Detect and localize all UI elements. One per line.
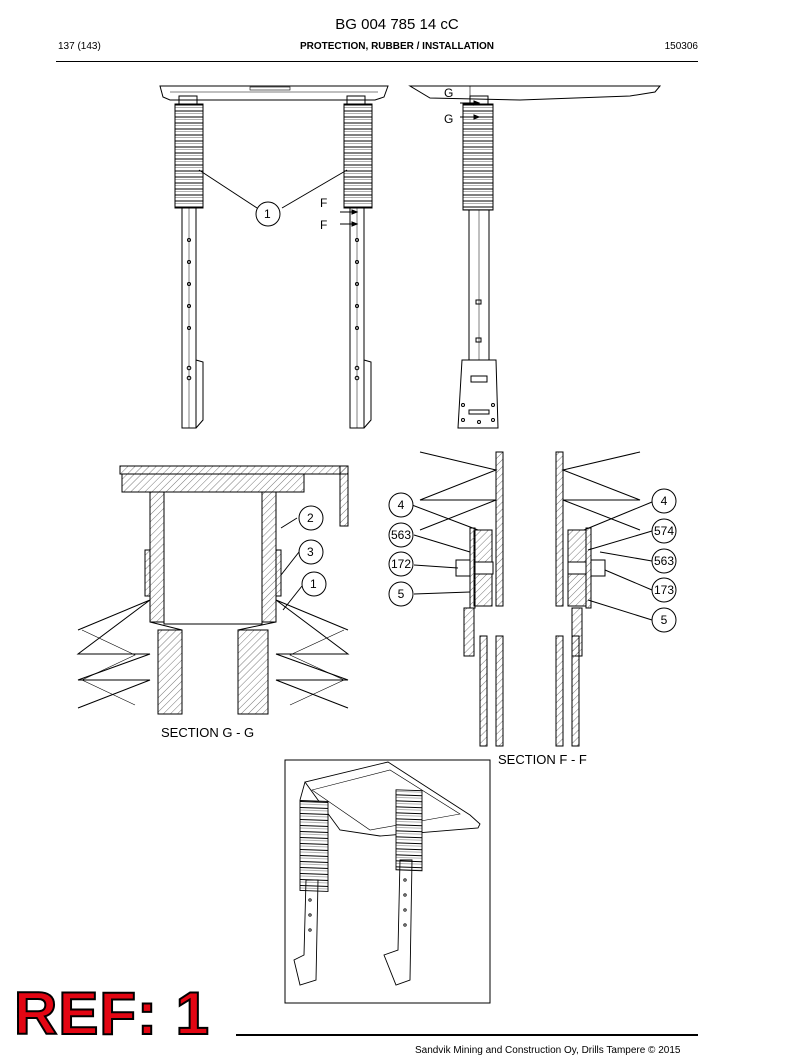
ref-stamp: REF: 1 (14, 980, 211, 1047)
ff-left-callout-172: 172 (390, 557, 412, 571)
ff-left-callout-563: 563 (390, 528, 412, 542)
front-view (160, 86, 388, 428)
section-gg-drawing (78, 466, 348, 714)
section-ff-drawing (389, 452, 676, 746)
side-view (410, 86, 660, 428)
gg-callout-2: 2 (307, 511, 314, 525)
gg-callout-3: 3 (307, 545, 314, 559)
ff-right-callout-4: 4 (660, 494, 668, 508)
ff-left-callout-5: 5 (397, 587, 405, 601)
page-number: 137 (143) (58, 41, 101, 52)
section-g-marker-bottom: G (444, 112, 454, 126)
ff-right-callout-563: 563 (653, 554, 675, 568)
ff-right-callout-574: 574 (653, 524, 675, 538)
document-number: BG 004 785 14 cC (335, 16, 459, 33)
gg-callout-1: 1 (310, 577, 317, 591)
date-code: 150306 (664, 41, 698, 52)
ff-right-callout-5: 5 (660, 613, 668, 627)
section-ff-label: SECTION F - F (498, 752, 587, 767)
section-gg-label: SECTION G - G (161, 725, 255, 740)
front-callout-1: 1 (264, 207, 271, 221)
footer-divider (236, 1034, 698, 1036)
section-f-marker-bottom: F (320, 218, 328, 232)
isometric-view (285, 760, 490, 1003)
section-f-marker-top: F (320, 196, 328, 210)
page-title: PROTECTION, RUBBER / INSTALLATION (299, 41, 495, 52)
footer-copyright: Sandvik Mining and Construction Oy, Drills Tampere © 2015 (415, 1045, 681, 1056)
ff-left-callout-4: 4 (397, 498, 405, 512)
ff-right-callout-173: 173 (653, 583, 675, 597)
section-g-marker-top: G (444, 86, 454, 100)
